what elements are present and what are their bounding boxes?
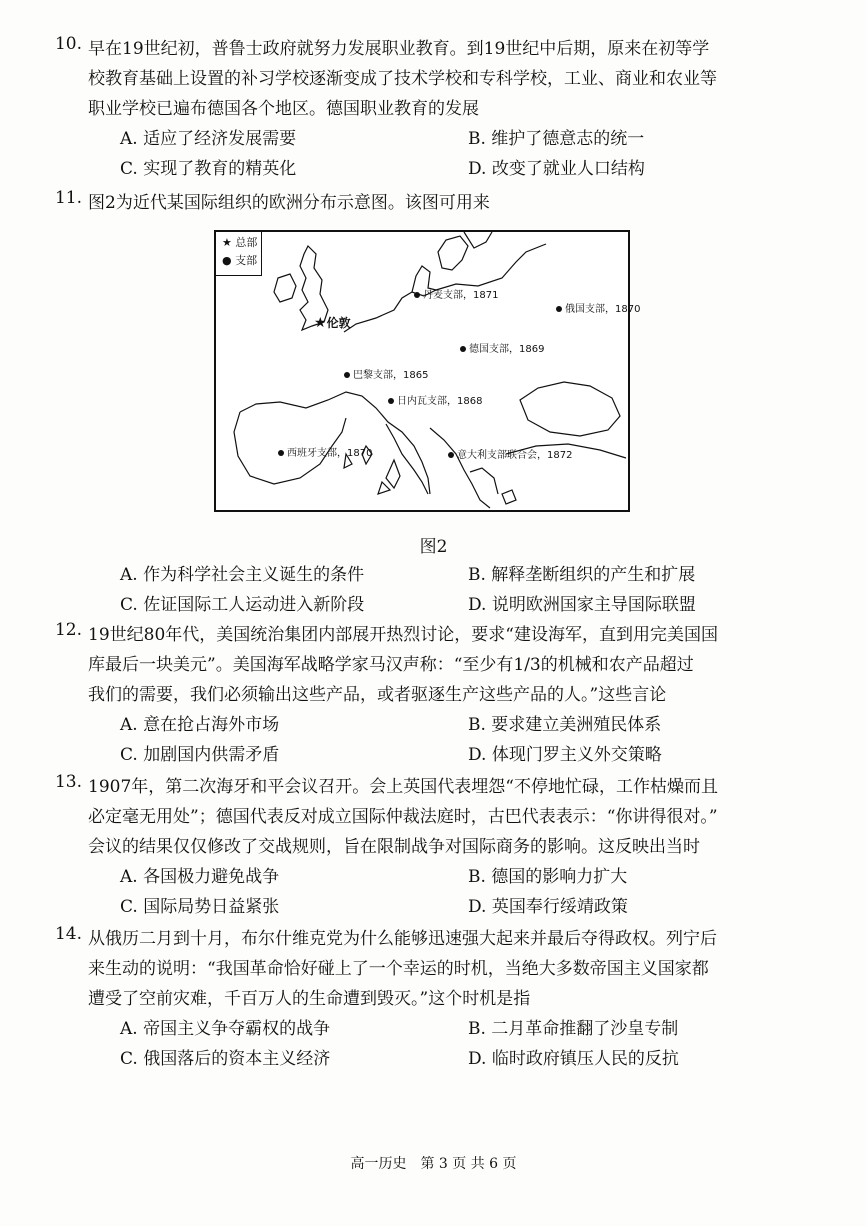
branch-year: 1868	[457, 396, 483, 407]
option-d[interactable]: D. 体现门罗主义外交策略	[468, 745, 662, 765]
option-b[interactable]: B. 二月革命推翻了沙皇专制	[468, 1019, 679, 1039]
branch-marker: 德国支部，1869	[460, 340, 544, 355]
legend-hq	[222, 234, 261, 252]
branch-name: 西班牙支部	[287, 448, 337, 459]
option-c[interactable]: C. 国际局势日益紧张	[120, 897, 280, 917]
dot-icon	[344, 372, 350, 378]
branch-marker: 丹麦支部，1871	[414, 286, 498, 301]
star-icon: ★	[222, 236, 232, 249]
legend-branch	[222, 252, 261, 270]
options-row	[88, 862, 788, 892]
branch-name: 俄国支部	[565, 304, 605, 315]
question-text-line: 图2为近代某国际组织的欧洲分布示意图。该图可用来	[88, 193, 490, 213]
question-text-line: 职业学校已遍布德国各个地区。德国职业教育的发展	[88, 99, 479, 119]
legend-branch-label: 支部	[235, 254, 258, 267]
dot-icon	[278, 450, 284, 456]
options-row	[88, 892, 788, 922]
figure-caption: 图2	[419, 537, 448, 557]
option-c[interactable]: C. 加剧国内供需矛盾	[120, 745, 280, 765]
question-text-line: 从俄历二月到十月，布尔什维克党为什么能够迅速强大起来并最后夺得政权。列宁后	[88, 929, 717, 949]
branch-year: 1869	[519, 344, 545, 355]
dot-icon	[556, 306, 562, 312]
question-number: 11.	[54, 188, 82, 208]
dot-icon	[448, 452, 454, 458]
question-text-line: 我们的需要，我们必须输出这些产品，或者驱逐生产这些产品的人。”这些言论	[88, 685, 667, 705]
question-text-line: 1907年，第二次海牙和平会议召开。会上英国代表埋怨“不停地忙碌，工作枯燥而且	[88, 777, 718, 797]
question-text-line: 19世纪80年代，美国统治集团内部展开热烈讨论，要求“建设海军，直到用完美国国	[88, 625, 718, 645]
option-d[interactable]: D. 英国奉行绥靖政策	[468, 897, 628, 917]
options-row	[88, 740, 788, 770]
question-number: 12.	[54, 620, 82, 640]
legend-hq-label: 总部	[235, 236, 258, 249]
option-b[interactable]: B. 要求建立美洲殖民体系	[468, 715, 662, 735]
options-row	[88, 1014, 788, 1044]
branch-name: 意大利支部联合会	[457, 450, 537, 461]
dot-icon	[460, 346, 466, 352]
question-12	[54, 620, 788, 770]
star-icon: ★	[314, 315, 327, 331]
question-text-line: 校教育基础上设置的补习学校逐渐变成了技术学校和专科学校，工业、商业和农业等	[88, 69, 717, 89]
branch-year: 1870	[347, 448, 373, 459]
option-a[interactable]: A. 帝国主义争夺霸权的战争	[120, 1019, 331, 1039]
option-b[interactable]: B. 德国的影响力扩大	[468, 867, 628, 887]
option-b[interactable]: B. 解释垄断组织的产生和扩展	[468, 565, 696, 585]
dot-icon	[414, 292, 420, 298]
question-text-line: 来生动的说明：“我国革命恰好碰上了一个幸运的时机，当绝大多数帝国主义国家都	[88, 959, 709, 979]
dot-icon: ●	[222, 254, 232, 267]
option-c[interactable]: C. 实现了教育的精英化	[120, 159, 297, 179]
question-11-options	[88, 560, 788, 620]
options-row	[88, 124, 788, 154]
options-row	[88, 154, 788, 184]
branch-year: 1870	[615, 304, 641, 315]
question-number: 14.	[54, 924, 82, 944]
question-text-line: 遭受了空前灾难，千百万人的生命遭到毁灭。”这个时机是指	[88, 989, 531, 1009]
question-text-line: 库最后一块美元”。美国海军战略学家马汉声称：“至少有1/3的机械和农产品超过	[88, 655, 694, 675]
question-number: 10.	[54, 34, 82, 54]
options-row	[88, 710, 788, 740]
question-13	[54, 772, 788, 922]
option-c[interactable]: C. 俄国落后的资本主义经济	[120, 1049, 331, 1069]
option-a[interactable]: A. 适应了经济发展需要	[120, 129, 297, 149]
branch-year: 1872	[547, 450, 573, 461]
question-text-line: 早在19世纪初，普鲁士政府就努力发展职业教育。到19世纪中后期，原来在初等学	[88, 39, 710, 59]
question-number: 13.	[54, 772, 82, 792]
options-row	[88, 590, 788, 620]
page-footer: 高一历史 第 3 页 共 6 页	[350, 1156, 517, 1172]
europe-branch-map	[214, 230, 641, 512]
options-row	[88, 1044, 788, 1074]
option-d[interactable]: D. 临时政府镇压人民的反抗	[468, 1049, 679, 1069]
option-d[interactable]: D. 说明欧洲国家主导国际联盟	[468, 595, 696, 615]
branch-marker: 巴黎支部，1865	[344, 366, 428, 381]
branch-year: 1871	[473, 290, 499, 301]
option-c[interactable]: C. 佐证国际工人运动进入新阶段	[120, 595, 365, 615]
branch-name: 丹麦支部	[423, 290, 463, 301]
branch-name: 德国支部	[469, 344, 509, 355]
question-11	[54, 188, 788, 218]
question-10	[54, 34, 788, 184]
option-a[interactable]: A. 作为科学社会主义诞生的条件	[120, 565, 365, 585]
hq-label: 伦敦	[326, 316, 351, 330]
branch-name: 日内瓦支部	[397, 396, 447, 407]
dot-icon	[388, 398, 394, 404]
branch-name: 巴黎支部	[353, 370, 393, 381]
branch-year: 1865	[403, 370, 429, 381]
branch-marker: 意大利支部联合会，1872	[448, 446, 572, 461]
question-text-line: 会议的结果仅仅修改了交战规则，旨在限制战争对国际商务的影响。这反映出当时	[88, 837, 700, 857]
map-legend	[216, 232, 262, 276]
options-row	[88, 560, 788, 590]
question-text-line: 必定毫无用处”；德国代表反对成立国际仲裁法庭时，古巴代表表示：“你讲得很对。”	[88, 807, 718, 827]
option-b[interactable]: B. 维护了德意志的统一	[468, 129, 645, 149]
branch-marker: 俄国支部，1870	[556, 300, 640, 315]
question-14	[54, 924, 788, 1074]
branch-marker: 西班牙支部，1870	[278, 444, 372, 459]
option-a[interactable]: A. 意在抢占海外市场	[120, 715, 280, 735]
option-d[interactable]: D. 改变了就业人口结构	[468, 159, 645, 179]
hq-london	[314, 314, 351, 331]
branch-marker: 日内瓦支部，1868	[388, 392, 482, 407]
option-a[interactable]: A. 各国极力避免战争	[120, 867, 280, 887]
